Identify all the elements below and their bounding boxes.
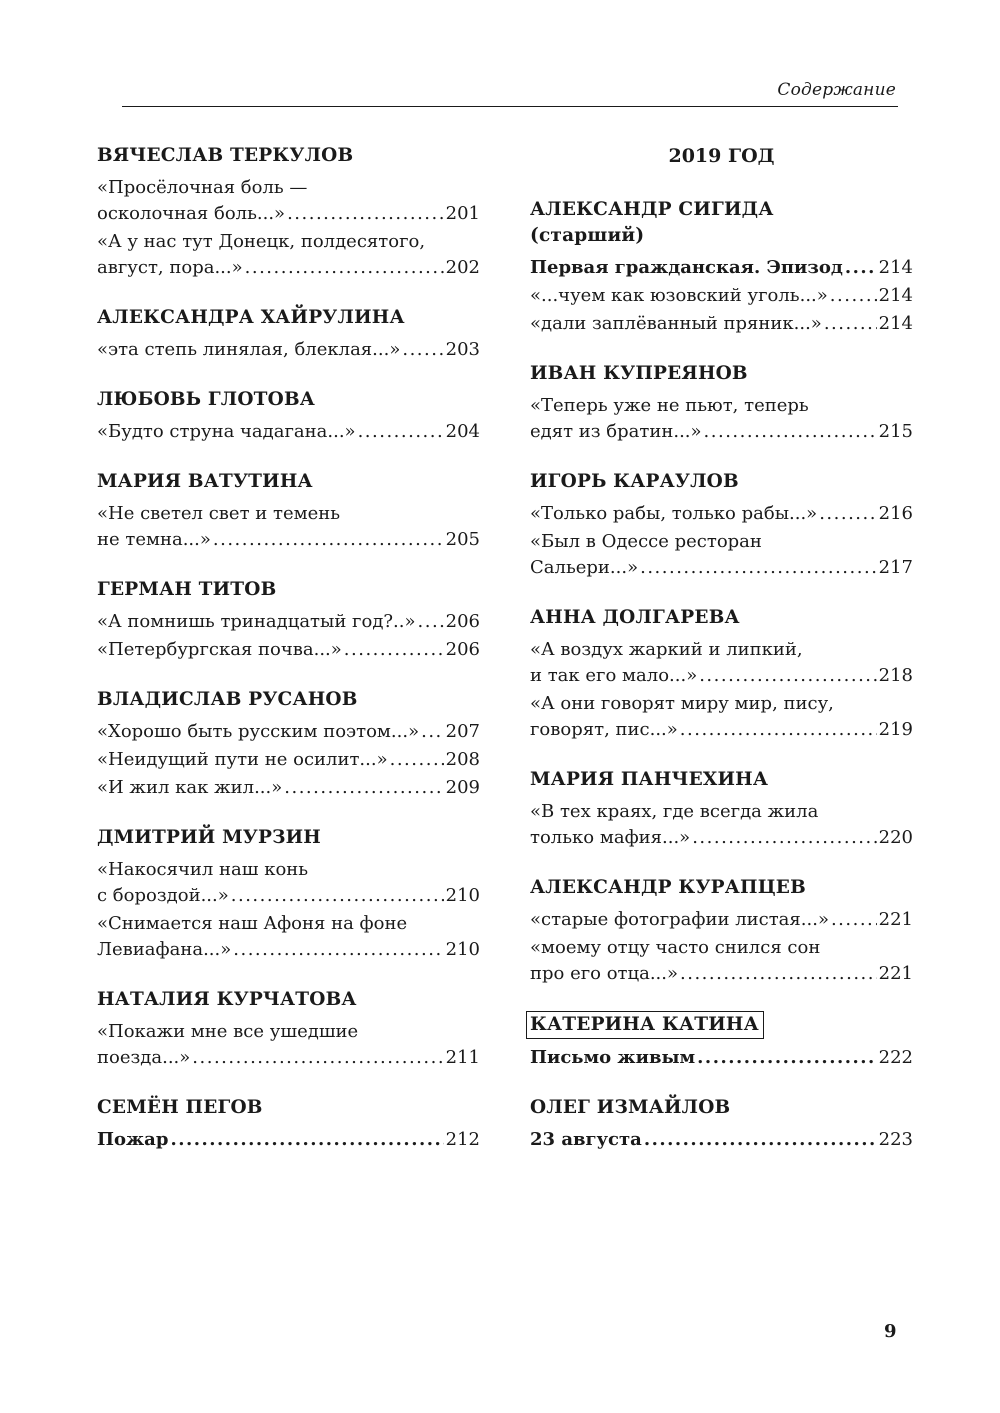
entry-last-line <box>97 1127 480 1153</box>
toc-author-group <box>97 305 480 363</box>
entry-last-line <box>530 1045 913 1071</box>
entry-last-line <box>530 555 913 581</box>
dot-leader <box>284 775 443 801</box>
toc-entry <box>97 1127 480 1153</box>
entry-title-line: «Покажи мне все ушедшие <box>97 1021 359 1042</box>
toc-entry <box>530 311 913 337</box>
toc-entry <box>97 229 480 281</box>
dot-leader <box>213 527 444 553</box>
entry-last-line <box>530 1127 913 1153</box>
entry-title-line: «моему отцу часто снился сон <box>530 937 821 958</box>
toc-entry <box>97 419 480 445</box>
dot-leader <box>824 311 877 337</box>
entry-title: «старые фотографии листая...» <box>530 909 829 930</box>
entry-title-line: «Снимается наш Афоня на фоне <box>97 913 408 934</box>
toc-author-group <box>97 577 480 663</box>
entry-page-number: 209 <box>445 777 480 798</box>
author-name: ВЯЧЕСЛАВ ТЕРКУЛОВ <box>97 145 354 166</box>
entry-page-number: 221 <box>878 963 913 984</box>
toc-entry <box>530 799 913 851</box>
entry-last-line <box>97 419 480 445</box>
entry-page-number: 219 <box>878 719 913 740</box>
toc-author-group <box>97 687 480 801</box>
entry-title: «А помнишь тринадцатый год?..» <box>97 611 416 632</box>
entry-last-line <box>97 775 480 801</box>
toc-entry <box>97 175 480 227</box>
toc-entry <box>97 857 480 909</box>
entry-last-line <box>97 201 480 227</box>
dot-leader <box>344 637 444 663</box>
author-name: ВЛАДИСЛАВ РУСАНОВ <box>97 689 358 710</box>
entry-last-line <box>97 527 480 553</box>
toc-entry <box>97 747 480 773</box>
page-number: 9 <box>884 1321 897 1342</box>
entry-last-line <box>97 883 480 909</box>
dot-leader <box>170 1127 443 1153</box>
entry-title-line: «В тех краях, где всегда жила <box>530 801 819 822</box>
toc-entry <box>97 337 480 363</box>
dot-leader <box>418 609 444 635</box>
author-name: ГЕРМАН ТИТОВ <box>97 579 277 600</box>
entry-page-number: 207 <box>445 721 480 742</box>
running-head-title: Содержание <box>777 80 896 100</box>
toc-entry <box>530 637 913 689</box>
entry-last-line <box>530 961 913 987</box>
dot-leader <box>697 1045 876 1071</box>
entry-title: «Будто струна чадагана...» <box>97 421 356 442</box>
dot-leader <box>819 501 876 527</box>
author-name: ИВАН КУПРЕЯНОВ <box>530 363 748 384</box>
entry-title: с бороздой...» <box>97 885 229 906</box>
toc-entry <box>97 775 480 801</box>
author-name: НАТАЛИЯ КУРЧАТОВА <box>97 989 357 1010</box>
author-name: СЕМЁН ПЕГОВ <box>97 1097 263 1118</box>
entry-page-number: 211 <box>445 1047 480 1068</box>
entry-page-number: 215 <box>878 421 913 442</box>
entry-page-number: 210 <box>445 939 480 960</box>
entry-title: про его отца...» <box>530 963 678 984</box>
toc-entry <box>530 393 913 445</box>
entry-page-number: 214 <box>878 257 913 278</box>
dot-leader <box>699 663 876 689</box>
entry-last-line <box>97 255 480 281</box>
toc-entry <box>530 1045 913 1071</box>
entry-last-line <box>530 663 913 689</box>
author-name: ОЛЕГ ИЗМАЙЛОВ <box>530 1097 731 1118</box>
entry-last-line <box>530 825 913 851</box>
toc-column-left <box>97 143 480 1177</box>
author-name: АЛЕКСАНДРА ХАЙРУЛИНА <box>97 307 405 328</box>
dot-leader <box>231 883 444 909</box>
entry-title: «Петербургская почва...» <box>97 639 342 660</box>
author-name: (старший) <box>530 225 645 246</box>
entry-page-number: 222 <box>878 1047 913 1068</box>
toc-column-right <box>530 143 913 1177</box>
author-name: АННА ДОЛГАРЕВА <box>530 607 740 628</box>
entry-title: поезда...» <box>97 1047 191 1068</box>
entry-last-line <box>97 937 480 963</box>
entry-title-line: «Не светел свет и темень <box>97 503 341 524</box>
entry-title: не темна...» <box>97 529 211 550</box>
toc-entry <box>97 637 480 663</box>
entry-last-line <box>530 311 913 337</box>
dot-leader <box>421 719 444 745</box>
entry-title: «Только рабы, только рабы...» <box>530 503 818 524</box>
entry-title: и так его мало...» <box>530 665 698 686</box>
entry-title: говорят, пис...» <box>530 719 678 740</box>
dot-leader <box>680 717 877 743</box>
entry-title-line: «Был в Одессе ресторан <box>530 531 762 552</box>
toc-entry <box>530 529 913 581</box>
toc-author-group <box>97 469 480 553</box>
author-name: МАРИЯ ПАНЧЕХИНА <box>530 769 769 790</box>
toc-author-group <box>97 987 480 1071</box>
entry-title-line: «А у нас тут Донецк, полдесятого, <box>97 231 426 252</box>
entry-title: Левиафана...» <box>97 939 232 960</box>
toc-entry <box>97 719 480 745</box>
entry-page-number: 212 <box>445 1129 480 1150</box>
dot-leader <box>644 1127 877 1153</box>
toc-author-group <box>97 825 480 963</box>
entry-last-line <box>530 717 913 743</box>
dot-leader <box>830 283 877 309</box>
toc-entry <box>97 609 480 635</box>
dot-leader <box>704 419 877 445</box>
entry-page-number: 220 <box>878 827 913 848</box>
entry-title-line: «Накосячил наш конь <box>97 859 309 880</box>
entry-last-line <box>530 907 913 933</box>
entry-title-line: «А они говорят миру мир, пису, <box>530 693 834 714</box>
dot-leader <box>640 555 877 581</box>
dot-leader <box>358 419 444 445</box>
toc-entry <box>530 935 913 987</box>
toc-entry <box>530 907 913 933</box>
toc-entry <box>530 691 913 743</box>
entry-title-line: «Просёлочная боль — <box>97 177 308 198</box>
entry-page-number: 210 <box>445 885 480 906</box>
running-head <box>122 80 898 107</box>
toc-author-group <box>530 469 913 581</box>
entry-page-number: 206 <box>445 611 480 632</box>
entry-page-number: 218 <box>878 665 913 686</box>
entry-last-line <box>97 1045 480 1071</box>
toc-entry <box>530 1127 913 1153</box>
entry-title: Пожар <box>97 1129 169 1150</box>
toc-author-group <box>530 197 913 337</box>
dot-leader <box>402 337 443 363</box>
entry-page-number: 208 <box>445 749 480 770</box>
toc-entry <box>97 1019 480 1071</box>
author-name: АЛЕКСАНДР КУРАПЦЕВ <box>530 877 806 898</box>
entry-title: Первая гражданская. Эпизод <box>530 257 843 278</box>
entry-page-number: 216 <box>878 503 913 524</box>
dot-leader <box>233 937 443 963</box>
entry-last-line <box>97 637 480 663</box>
entry-page-number: 217 <box>878 557 913 578</box>
entry-last-line <box>530 501 913 527</box>
entry-last-line <box>97 719 480 745</box>
entry-last-line <box>97 337 480 363</box>
entry-page-number: 221 <box>878 909 913 930</box>
entry-last-line <box>530 419 913 445</box>
toc-author-group <box>530 361 913 445</box>
dot-leader <box>287 201 444 227</box>
entry-page-number: 205 <box>445 529 480 550</box>
entry-page-number: 214 <box>878 313 913 334</box>
dot-leader <box>245 255 444 281</box>
toc-author-group <box>97 143 480 281</box>
entry-title: август, пора...» <box>97 257 243 278</box>
entry-page-number: 203 <box>445 339 480 360</box>
year-heading: 2019 ГОД <box>668 145 775 167</box>
entry-title: «...чуем как юзовский уголь...» <box>530 285 828 306</box>
entry-title: Сальери...» <box>530 557 639 578</box>
entry-last-line <box>530 255 913 281</box>
author-name <box>530 1011 913 1039</box>
author-name: ЛЮБОВЬ ГЛОТОВА <box>97 389 316 410</box>
entry-title: «эта степь линялая, блеклая...» <box>97 339 401 360</box>
author-name: АЛЕКСАНДР СИГИДА <box>530 199 774 220</box>
entry-title-line: «Теперь уже не пьют, теперь <box>530 395 809 416</box>
author-name-highlight: КАТЕРИНА КАТИНА <box>526 1011 764 1039</box>
entry-title-line: «А воздух жаркий и липкий, <box>530 639 803 660</box>
entry-last-line <box>97 747 480 773</box>
entry-title: «Хорошо быть русским поэтом...» <box>97 721 420 742</box>
author-name: ИГОРЬ КАРАУЛОВ <box>530 471 739 492</box>
toc-author-group <box>97 387 480 445</box>
entry-last-line <box>530 283 913 309</box>
toc-author-group <box>97 1095 480 1153</box>
entry-page-number: 204 <box>445 421 480 442</box>
toc-entry <box>530 501 913 527</box>
entry-title: Письмо живым <box>530 1047 696 1068</box>
entry-title: только мафия...» <box>530 827 691 848</box>
entry-title: «дали заплёванный пряник...» <box>530 313 822 334</box>
entry-title: осколочная боль...» <box>97 203 286 224</box>
toc-author-group <box>530 605 913 743</box>
entry-page-number: 206 <box>445 639 480 660</box>
entry-page-number: 223 <box>878 1129 913 1150</box>
toc-author-group <box>530 767 913 851</box>
toc-entry <box>97 501 480 553</box>
author-name: МАРИЯ ВАТУТИНА <box>97 471 313 492</box>
entry-page-number: 201 <box>445 203 480 224</box>
toc-author-group <box>530 1095 913 1153</box>
entry-title: «Неидущий пути не осилит...» <box>97 749 388 770</box>
dot-leader <box>680 961 877 987</box>
dot-leader <box>831 907 877 933</box>
entry-title: «И жил как жил...» <box>97 777 283 798</box>
toc-entry <box>97 911 480 963</box>
toc-entry <box>530 255 913 281</box>
dot-leader <box>845 255 877 281</box>
toc-author-group <box>530 1011 913 1071</box>
dot-leader <box>692 825 876 851</box>
dot-leader <box>192 1045 443 1071</box>
toc-author-group <box>530 875 913 987</box>
dot-leader <box>390 747 444 773</box>
entry-title: 23 августа <box>530 1129 642 1150</box>
entry-page-number: 202 <box>445 257 480 278</box>
author-name: ДМИТРИЙ МУРЗИН <box>97 827 321 848</box>
entry-last-line <box>97 609 480 635</box>
entry-page-number: 214 <box>878 285 913 306</box>
entry-title: едят из братин...» <box>530 421 702 442</box>
toc-entry <box>530 283 913 309</box>
